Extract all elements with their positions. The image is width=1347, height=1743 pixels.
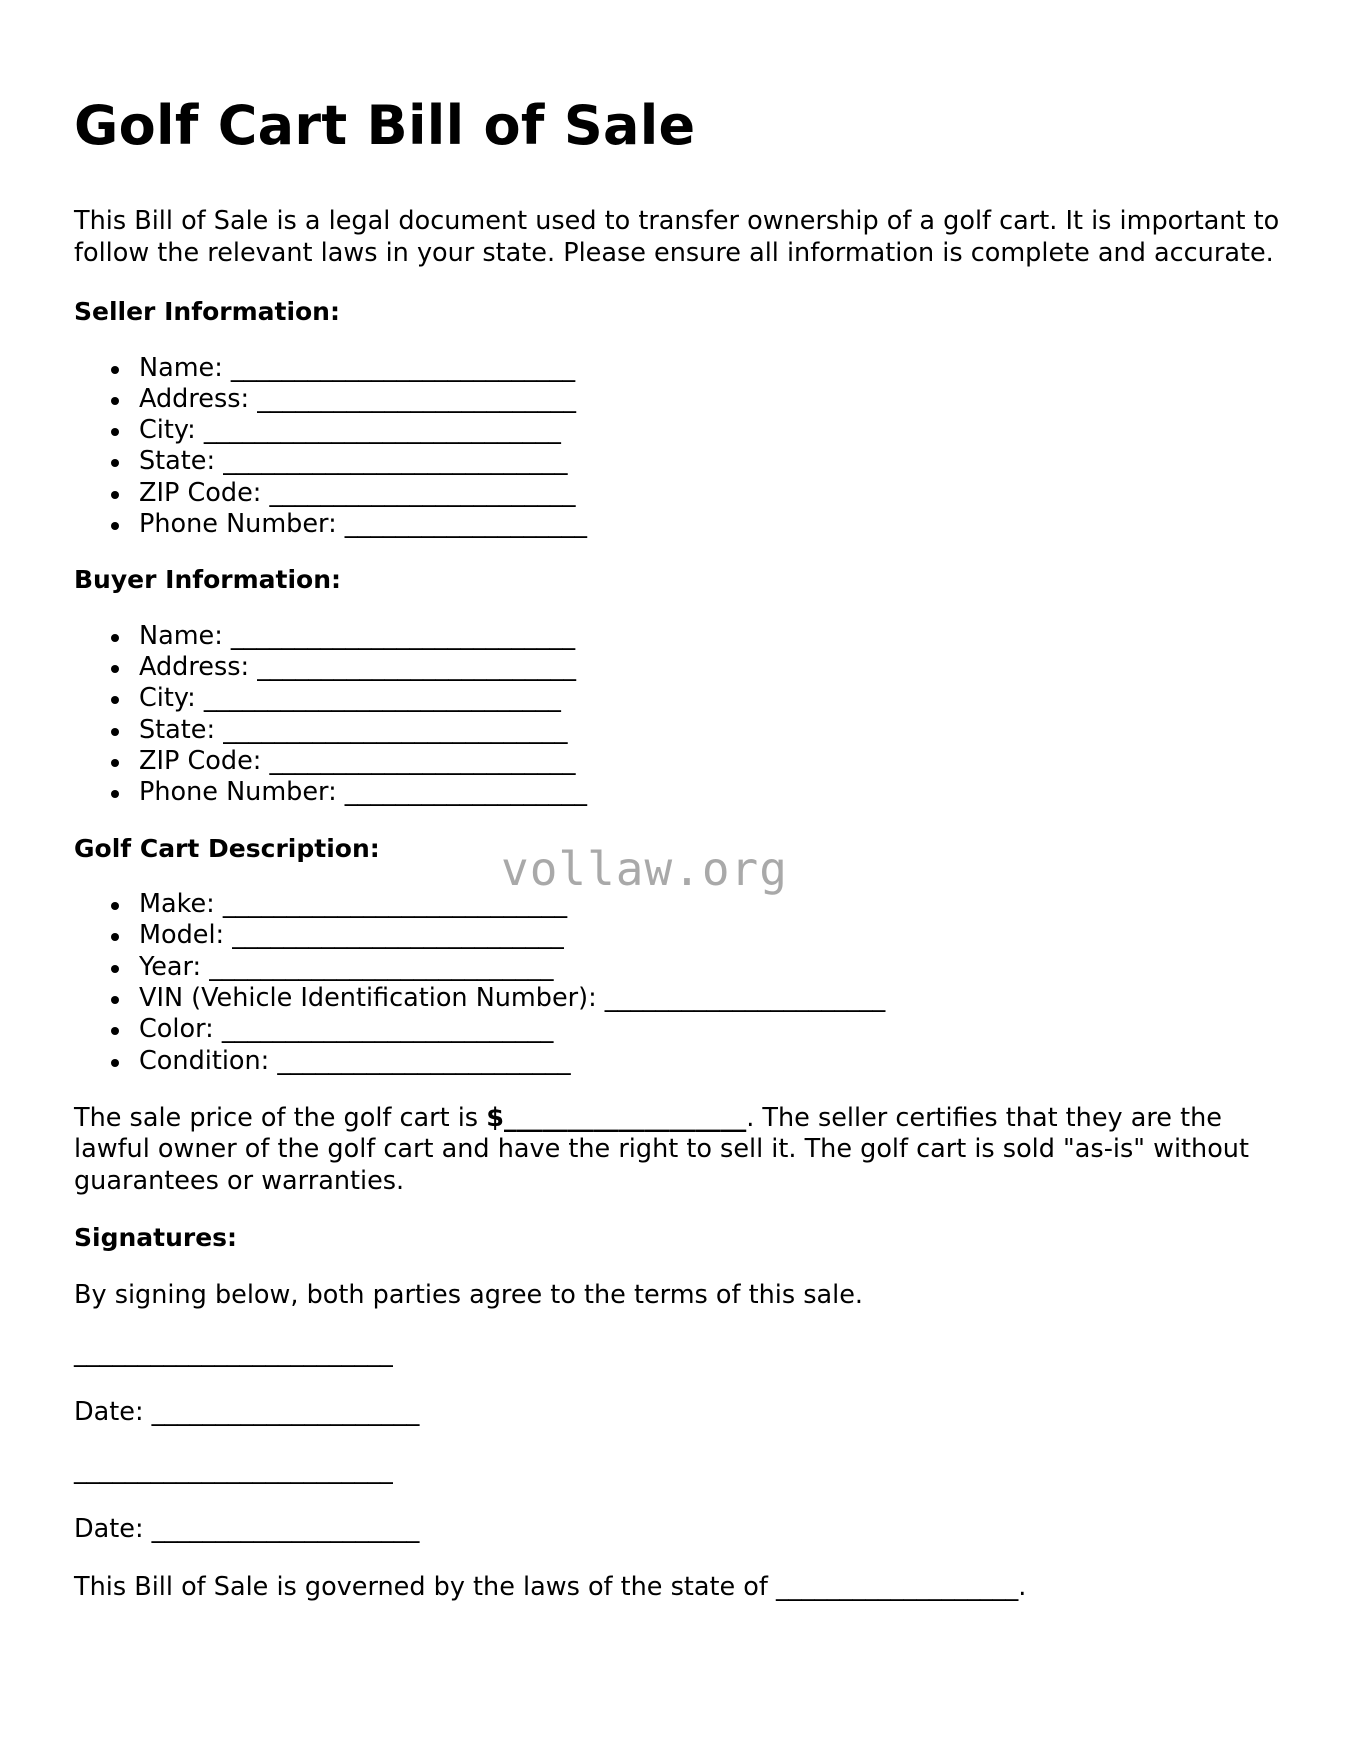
sale-text-before: The sale price of the golf cart is [74,1102,487,1133]
buyer-address-field: Address: _________________________ [74,652,1284,683]
buyer-phone-field: Phone Number: ___________________ [74,777,1284,808]
seller-address-field: Address: _________________________ [74,384,1284,415]
sale-text-after: . The seller certifies that they are the lawful owner of the golf cart and have the right to sell it. The golf cart is sold "as-is" without guarantees or warranties. [74,1102,1249,1196]
seller-phone-field: Phone Number: ___________________ [74,509,1284,540]
cart-make-field: Make: ___________________________ [74,889,1284,920]
buyer-signature-line: _________________________ [74,1455,393,1486]
seller-zip-field: ZIP Code: ________________________ [74,478,1284,509]
seller-name-field: Name: ___________________________ [74,353,1284,384]
seller-city-field: City: ____________________________ [74,415,1284,446]
watermark: vollaw.org [501,842,788,896]
buyer-zip-field: ZIP Code: ________________________ [74,746,1284,777]
buyer-state-field: State: ___________________________ [74,715,1284,746]
buyer-name-field: Name: ___________________________ [74,621,1284,652]
cart-fields [74,889,1284,1077]
seller-state-field: State: ___________________________ [74,446,1284,477]
cart-condition-field: Condition: _______________________ [74,1046,1284,1077]
buyer-date-line: Date: _____________________ [74,1513,420,1544]
buyer-fields [74,621,1284,809]
signatures-heading: Signatures: [74,1223,238,1253]
buyer-heading: Buyer Information: [74,565,342,595]
seller-date-line: Date: _____________________ [74,1396,420,1427]
cart-model-field: Model: __________________________ [74,920,1284,951]
governing-law-paragraph: This Bill of Sale is governed by the laws of the state of ___________________. [74,1572,1027,1603]
cart-year-field: Year: ___________________________ [74,952,1284,983]
sale-price-blank: $___________________ [486,1102,747,1133]
seller-heading: Seller Information: [74,297,340,326]
seller-signature-line: _________________________ [74,1338,393,1369]
document-title: Golf Cart Bill of Sale [74,94,696,157]
intro-paragraph: This Bill of Sale is a legal document used to transfer ownership of a golf cart. It is important to follow the relevant laws in your state. Please ensure all information is complete and accurate. [74,206,1280,268]
cart-heading: Golf Cart Description: [74,833,380,863]
cart-vin-field: VIN (Vehicle Identification Number): ______________________ [74,983,1284,1014]
signatures-text: By signing below, both parties agree to the terms of this sale. [74,1279,864,1310]
seller-fields [74,353,1284,541]
buyer-city-field: City: ____________________________ [74,683,1284,714]
sale-price-paragraph [74,1103,1284,1198]
cart-color-field: Color: __________________________ [74,1014,1284,1045]
